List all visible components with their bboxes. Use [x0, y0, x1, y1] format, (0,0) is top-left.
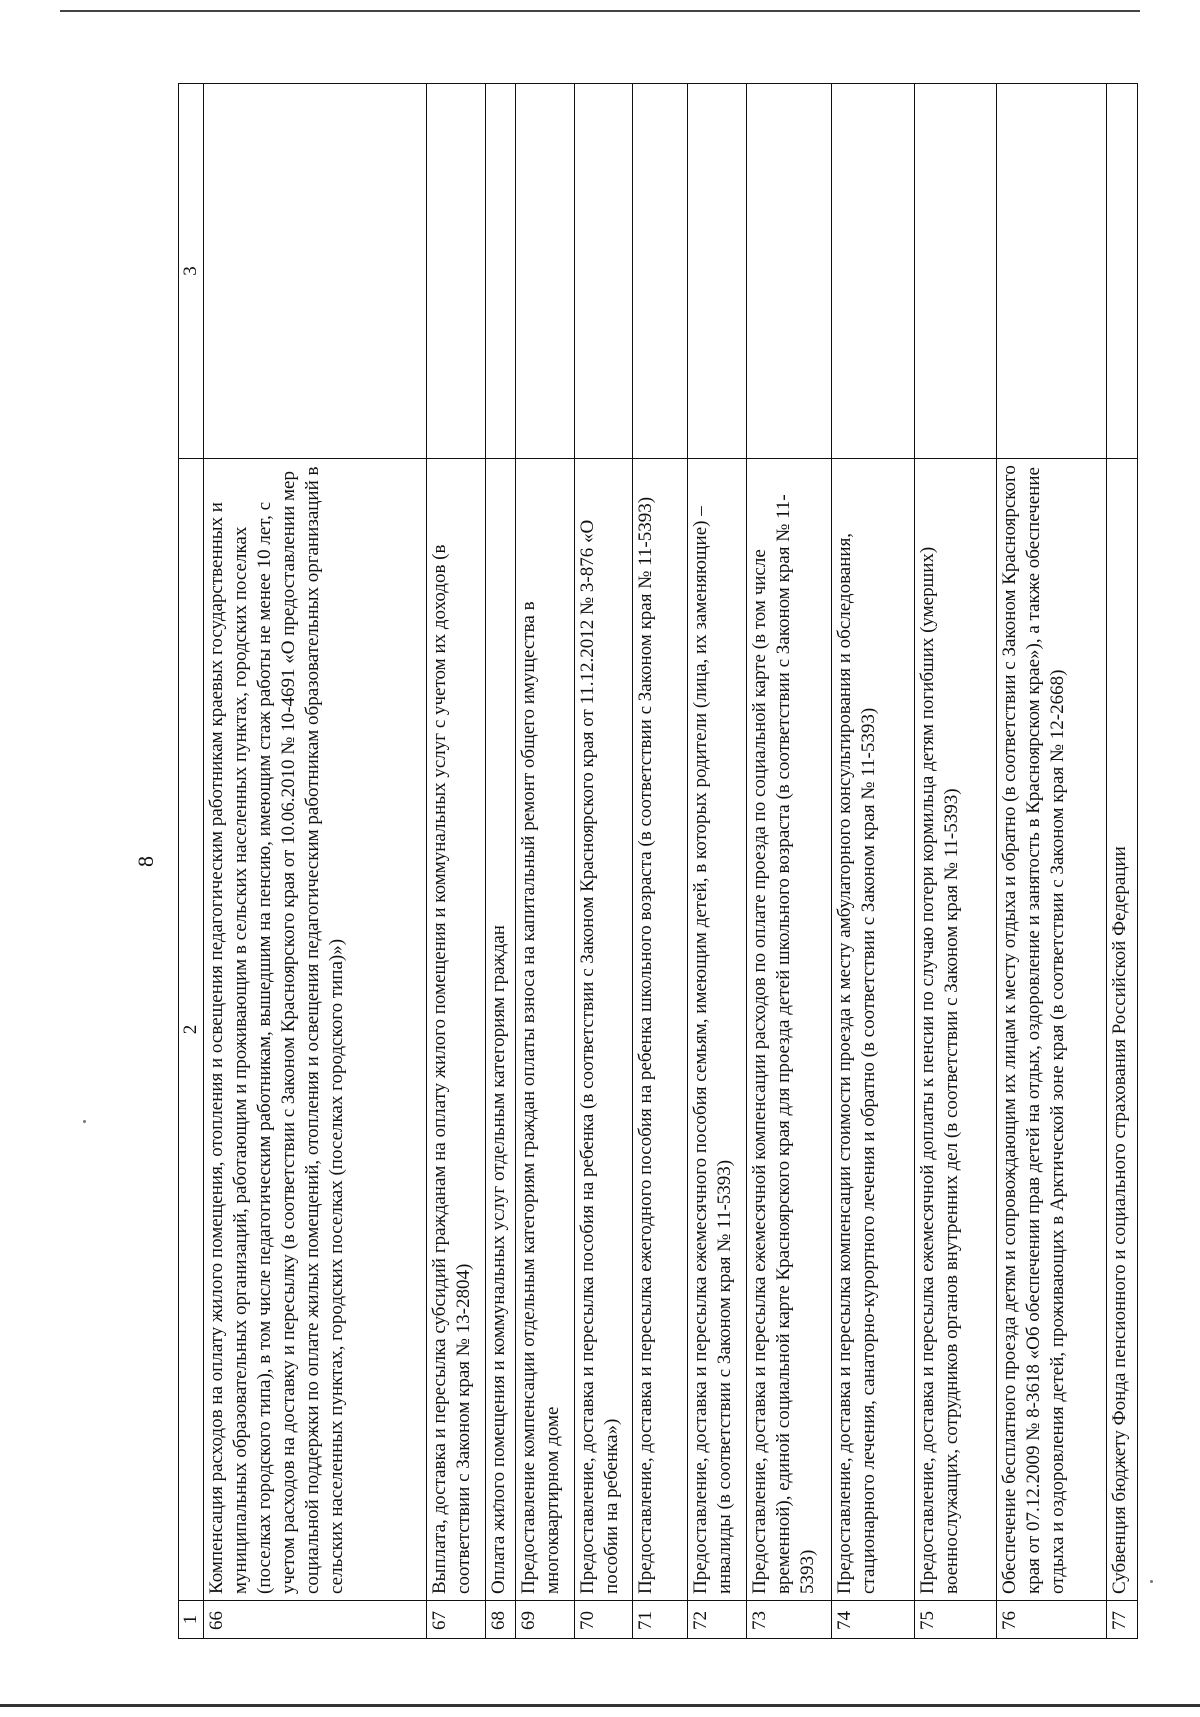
row-text: Обеспечение бесплатного проезда детям и сопровождающим их лицам к месту отдыха и обратно (в соответствии с Законом Красноярского края от 07.12.2009 № 8-3618 «Об обеспечении прав детей на отдых, оздоровление и занятость в Красноярском крае»), а также обеспечение отдыха и оздоровления детей, проживающих в Арктической зоне края (в соответствии с Законом края № 12-2668) — [997, 459, 1107, 1601]
row-col3 — [832, 84, 914, 459]
row-text: Субвенция бюджету Фонда пенсионного и социального страхования Российской Федерации — [1107, 459, 1138, 1601]
row-number: 73 — [746, 1601, 832, 1639]
row-col3 — [516, 84, 574, 459]
row-text: Предоставление компенсации отдельным категориям граждан оплаты взноса на капитальный ремонт общего имущества в многоквартирном доме — [516, 459, 574, 1601]
row-col3 — [914, 84, 996, 459]
row-col3 — [1107, 84, 1138, 459]
row-number: 77 — [1107, 1601, 1138, 1639]
table-row — [688, 84, 746, 1639]
column-header: 3 — [179, 84, 204, 459]
table-row — [832, 84, 914, 1639]
row-col3 — [746, 84, 832, 459]
row-number: 67 — [427, 1601, 485, 1639]
row-col3 — [204, 84, 427, 459]
table-row — [516, 84, 574, 1639]
row-col3 — [633, 84, 688, 459]
row-number: 70 — [574, 1601, 632, 1639]
row-col3 — [688, 84, 746, 459]
scan-edge-bottom — [0, 1704, 1200, 1707]
row-text: Предоставление, доставка и пересылка пособия на ребенка (в соответствии с Законом Красноярского края от 11.12.2012 № 3-876 «О пособии на ребенка») — [574, 459, 632, 1601]
table-row — [574, 84, 632, 1639]
table-row — [485, 84, 516, 1639]
column-header: 2 — [179, 459, 204, 1601]
row-text: Компенсация расходов на оплату жилого помещения, отопления и освещения педагогическим работникам краевых государственных и муниципальных образовательных организаций, работающим и проживающим в сельских населенных пунктах, городских поселках (поселках городского типа), в том числе педагогическим работникам, вышедшим на пенсию, имеющим стаж работы не менее 10 лет, с учетом расходов на доставку и пересылку (в соответствии с Законом Красноярского края от 10.06.2010 № 10-4691 «О предоставлении мер социальной поддержки по оплате жилых помещений, отопления и освещения педагогическим работникам образовательных организаций в сельских населенных пунктах, городских поселках (поселках городского типа)») — [204, 459, 427, 1601]
table-row — [997, 84, 1107, 1639]
page-number: 8 — [133, 856, 158, 867]
row-col3 — [485, 84, 516, 459]
row-number: 66 — [204, 1601, 427, 1639]
data-table — [178, 83, 1138, 1639]
table-row — [746, 84, 832, 1639]
table-row — [1107, 84, 1138, 1639]
row-col3 — [997, 84, 1107, 459]
table-row — [914, 84, 996, 1639]
column-header: 1 — [179, 1601, 204, 1639]
table-header-row — [179, 84, 204, 1639]
scan-speck — [1150, 1580, 1153, 1583]
row-number: 75 — [914, 1601, 996, 1639]
rotated-page-content — [122, 84, 1138, 1639]
row-number: 69 — [516, 1601, 574, 1639]
scan-speck — [83, 1120, 86, 1123]
table-row — [427, 84, 485, 1639]
row-col3 — [574, 84, 632, 459]
row-number: 76 — [997, 1601, 1107, 1639]
row-number: 71 — [633, 1601, 688, 1639]
table-row — [204, 84, 427, 1639]
row-col3 — [427, 84, 485, 459]
table-row — [633, 84, 688, 1639]
row-text: Выплата, доставка и пересылка субсидий гражданам на оплату жилого помещения и коммунальных услуг с учетом их доходов (в соответствии с Законом края № 13-2804) — [427, 459, 485, 1601]
row-number: 68 — [485, 1601, 516, 1639]
row-number: 72 — [688, 1601, 746, 1639]
row-text: Предоставление, доставка и пересылка компенсации стоимости проезда к месту амбулаторного консультирования и обследования, стационарного лечения, санаторно-курортного лечения и обратно (в соответствии с Законом края № 11-5393) — [832, 459, 914, 1601]
row-text: Предоставление, доставка и пересылка ежемесячной доплаты к пенсии по случаю потери кормильца детям погибших (умерших) военнослужащих, сотрудников органов внутренних дел (в соответствии с Законом края № 11-5393) — [914, 459, 996, 1601]
row-text: Предоставление, доставка и пересылка ежегодного пособия на ребенка школьного возраста (в соответствии с Законом края № 11-5393) — [633, 459, 688, 1601]
row-text: Предоставление, доставка и пересылка ежемесячной компенсации расходов по оплате проезда по социальной карте (в том числе временной), единой социальной карте Красноярского края для проезда детей школьного возраста (в соответствии с Законом края № 11-5393) — [746, 459, 832, 1601]
row-number: 74 — [832, 1601, 914, 1639]
row-text: Оплата жилого помещения и коммунальных услуг отдельным категориям граждан — [485, 459, 516, 1601]
scan-edge-top — [60, 10, 1140, 12]
row-text: Предоставление, доставка и пересылка ежемесячного пособия семьям, имеющим детей, в которых родители (лица, их заменяющие) – инвалиды (в соответствии с Законом края № 11-5393) — [688, 459, 746, 1601]
